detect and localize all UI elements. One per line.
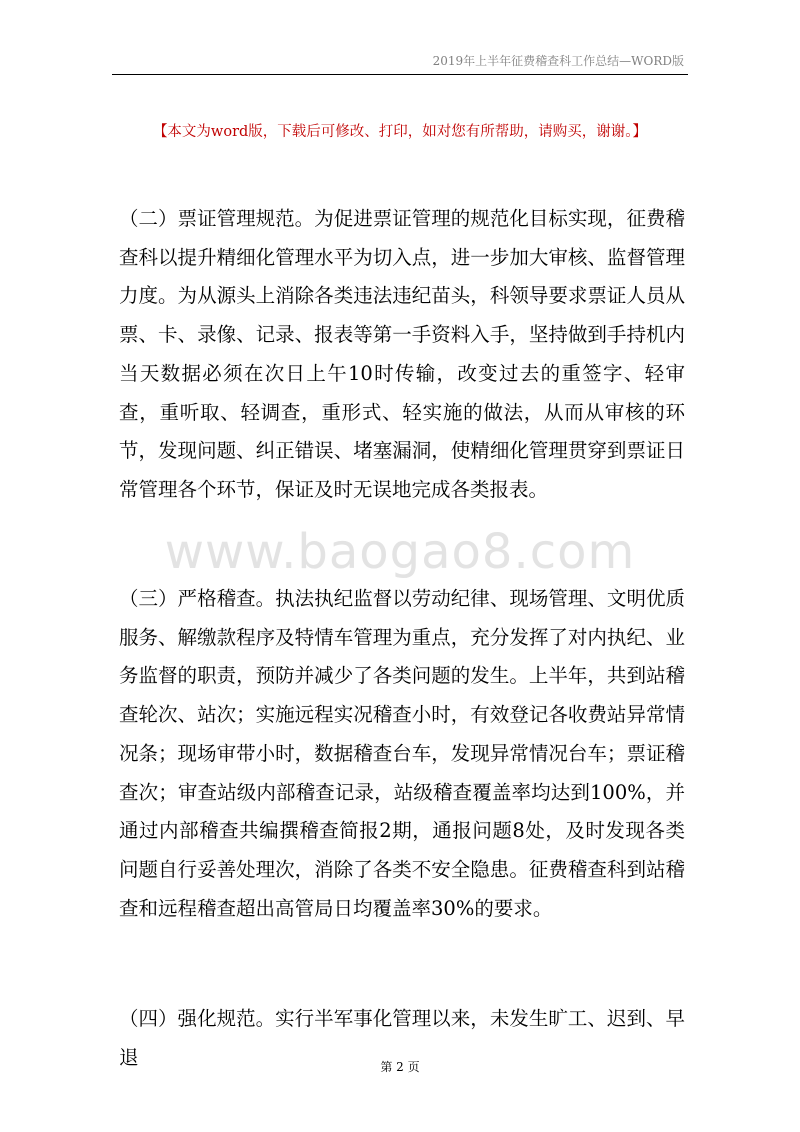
site-watermark: www.baogao8.com [164, 524, 636, 580]
purchase-notice: 【本文为word版，下载后可修改、打印，如对您有所帮助，请购买，谢谢。】 [152, 124, 648, 140]
paragraph-ticket-management: （二）票证管理规范。为促进票证管理的规范化目标实现，征费稽查科以提升精细化管理水平为切入点，进一步加大审核、监督管理力度。为从源头上消除各类违法违纪苗头，科领导要求票证人员从票、卡、录像、记录、报表等第一手资料入手，坚持做到手持机内当天数据必须在次日上午10时传输，改变过去的重签字、轻审查，重听取、轻调查，重形式、轻实施的做法，从而从审核的环节，发现问题、纠正错误、堵塞漏洞，使精细化管理贯穿到票证日常管理各个环节，保证及时无误地完成各类报表。 [119, 207, 685, 501]
header-divider [112, 74, 688, 75]
running-header-title: 2019年上半年征费稽查科工作总结—WORD版 [432, 54, 684, 68]
paragraph-strengthen-standards: （四）强化规范。实行半军事化管理以来，未发生旷工、迟到、早退 [119, 1007, 685, 1069]
page-number: 第 2 页 [380, 1060, 420, 1074]
paragraph-strict-inspection: （三）严格稽查。执法执纪监督以劳动纪律、现场管理、文明优质服务、解缴款程序及特情车管理为重点，充分发挥了对内执纪、业务监督的职责，预防并减少了各类问题的发生。上半年，共到站稽查轮次、站次；实施远程实况稽查小时，有效登记各收费站异常情况条；现场审带小时，数据稽查台车，发现异常情况台车；票证稽查次；审查站级内部稽查记录，站级稽查覆盖率均达到100%，并通过内部稽查共编撰稽查简报2期，通报问题8处，及时发现各类问题自行妥善处理次，消除了各类不安全隐患。征费稽查科到站稽查和远程稽查超出高管局日均覆盖率30%的要求。 [119, 587, 685, 920]
